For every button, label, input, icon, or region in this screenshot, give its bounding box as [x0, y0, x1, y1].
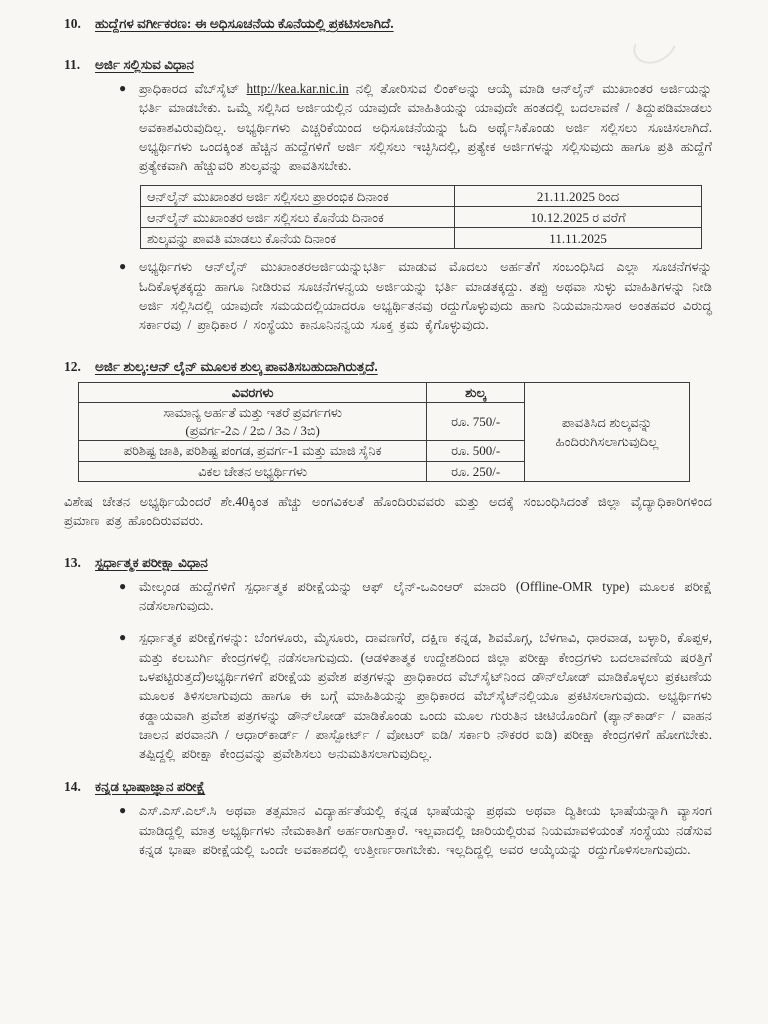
bullet-icon: ●: [119, 81, 127, 95]
bullet-item: [95, 257, 712, 334]
table-row: [141, 207, 702, 228]
date-label: ಆನ್‌ಲೈನ್ ಮುಖಾಂತರ ಅರ್ಜಿ ಸಲ್ಲಿಸಲು ಪ್ರಾರಂಭಿಕ ದಿನಾಂಕ: [141, 186, 455, 207]
website-link[interactable]: http://kea.kar.nic.in: [246, 81, 349, 96]
section-number: 10.: [64, 16, 81, 31]
section-application-fee: [64, 357, 712, 531]
section-number: 11.: [64, 57, 81, 72]
fee-amount: ರೂ. 250/-: [427, 461, 525, 482]
section-number: 13.: [64, 554, 81, 570]
category-line: ಸಾಮಾನ್ಯ ಅರ್ಹತೆ ಮತ್ತು ಇತರೆ ಪ್ರವರ್ಗಗಳು: [163, 405, 342, 421]
note-line: ಪಾವತಿಸಿದ ಶುಲ್ಕವನ್ನು: [561, 414, 653, 430]
fees-table: [78, 382, 690, 483]
date-label: ಶುಲ್ಕವನ್ನು ಪಾವತಿ ಮಾಡಲು ಕೊನೆಯ ದಿನಾಂಕ: [141, 228, 455, 249]
bullet-item: [95, 79, 712, 175]
bullet-icon: ●: [119, 259, 127, 274]
paragraph-instructions-warning: ಅಭ್ಯರ್ಥಿಗಳು ಆನ್‌ಲೈನ್ ಮುಖಾಂತರಅರ್ಜಿಯನ್ನುಭರ್ತಿ ಮಾಡುವ ಮೊದಲು ಅರ್ಹತೆಗೆ ಸಂಬಂಧಿಸಿದ ಎಲ್ಲಾ ಸೂಚನೆಗಳನ್ನು ಓದಿಕೊಳ್ಳತಕ್ಕದ್ದು ಹಾಗೂ ನೀಡಿರುವ ಸೂಚನೆಗಳನ್ವಯ ಅರ್ಜಿಯನ್ನು ಭರ್ತಿ ಮಾಡತಕ್ಕದ್ದು. ತಪ್ಪು ಅಥವಾ ಸುಳ್ಳು ಮಾಹಿತಿಗಳನ್ನು ನೀಡಿ ಅರ್ಜಿ ಸಲ್ಲಿಸಿದಲ್ಲಿ ಯಾವುದೇ ಸಮಯದಲ್ಲಿಯಾದರೂ ಅಭ್ಯರ್ಥಿತನವು ರದ್ದುಗೊಳ್ಳುವುದು ಹಾಗು ನಿಯಮಾನುಸಾರ ಅಂತಹವರ ವಿರುದ್ಧ ಸರ್ಕಾರವು / ಪ್ರಾಧಿಕಾರ / ಸಂಸ್ಥೆಯು ಕಾನೂನಿನನ್ವಯ ಸೂಕ್ತ ಕ್ರಮ ಕೈಗೊಳ್ಳುವುದು.: [139, 259, 712, 333]
section-heading: ಕನ್ನಡ ಭಾಷಾಜ್ಞಾನ ಪರೀಕ್ಷೆ: [95, 779, 206, 795]
bullet-item: [95, 801, 712, 859]
bullet-item: [95, 628, 712, 763]
section-heading: ಹುದ್ದೆಗಳ ವರ್ಗೀಕರಣ: ಈ ಅಧಿಸೂಚನೆಯ ಕೊನೆಯಲ್ಲಿ ಪ್ರಕಟಿಸಲಾಗಿದೆ.: [95, 16, 394, 31]
paragraph-offline-omr: ಮೇಲ್ಕಂಡ ಹುದ್ದೆಗಳಿಗೆ ಸ್ಪರ್ಧಾತ್ಮಕ ಪರೀಕ್ಷೆಯನ್ನು ಆಫ್ ಲೈನ್-ಒಎಂಆರ್ ಮಾದರಿ (Offline-OMR type) ಮೂಲಕ ಪರೀಕ್ಷೆ ನಡೆಸಲಾಗುವುದು.: [139, 578, 712, 614]
date-label: ಆನ್‌ಲೈನ್ ಮುಖಾಂತರ ಅರ್ಜಿ ಸಲ್ಲಿಸಲು ಕೊನೆಯ ದಿನಾಂಕ: [141, 207, 455, 228]
paragraph-kannada-eligibility: ಎಸ್.ಎಸ್.ಎಲ್.ಸಿ ಅಥವಾ ತತ್ಸಮಾನ ವಿದ್ಯಾರ್ಹತೆಯಲ್ಲಿ ಕನ್ನಡ ಭಾಷೆಯನ್ನು ಪ್ರಥಮ ಅಥವಾ ದ್ವಿತೀಯ ಭಾಷೆಯನ್ನಾಗಿ ವ್ಯಾಸಂಗ ಮಾಡಿದ್ದಲ್ಲಿ ಮಾತ್ರ ಅಭ್ಯರ್ಥಿಗಳು ನೇಮಕಾತಿಗೆ ಅರ್ಹರಾಗುತ್ತಾರೆ. ಇಲ್ಲವಾದಲ್ಲಿ ಜಾರಿಯಲ್ಲಿರುವ ನಿಯಮಾವಳಿಯಂತೆ ಸಂಸ್ಥೆಯು ನಡೆಸುವ ಕನ್ನಡ ಭಾಷಾ ಪರೀಕ್ಷೆಯಲ್ಲಿ ಒಂದೇ ಅವಕಾಶದಲ್ಲಿ ಉತ್ತೀರ್ಣರಾಗಬೇಕು. ಇಲ್ಲದಿದ್ದಲ್ಲಿ ಅವರ ಆಯ್ಕೆಯನ್ನು ರದ್ದುಗೊಳಿಸಲಾಗುವುದು.: [139, 803, 712, 858]
note-line: ಹಿಂದಿರುಗಿಸಲಾಗುವುದಿಲ್ಲ: [555, 433, 659, 449]
paragraph-exam-centres: ಸ್ಪರ್ಧಾತ್ಮಕ ಪರೀಕ್ಷೆಗಳನ್ನು: ಬೆಂಗಳೂರು, ಮೈಸೂರು, ದಾವಣಗೆರೆ, ದಕ್ಷಿಣ ಕನ್ನಡ, ಶಿವಮೊಗ್ಗ, ಬೆಳಗಾವಿ, ಧಾರವಾಡ, ಬಳ್ಳಾರಿ, ಕೊಪ್ಪಳ, ಮತ್ತು ಕಲಬುರ್ಗಿ ಕೇಂದ್ರಗಳಲ್ಲಿ ನಡೆಸಲಾಗುವುದು. (ಆಡಳಿತಾತ್ಮಕ ಉದ್ದೇಶದಿಂದ ಜಿಲ್ಲಾ ಪರೀಕ್ಷಾ ಕೇಂದ್ರಗಳು ಬದಲಾವಣೆಯ ಷರತ್ತಿಗೆ ಒಳಪಟ್ಟಿರುತ್ತದೆ)ಅಭ್ಯರ್ಥಿಗಳಿಗೆ ಪರೀಕ್ಷೆಯ ಪ್ರವೇಶ ಪತ್ರಗಳನ್ನು ಪ್ರಾಧಿಕಾರದ ವೆಬ್‌ಸೈಟ್‌ನಿಂದ ಡೌನ್‌ಲೋಡ್ ಮಾಡಿಕೊಳ್ಳಲು ಪ್ರಕಟಣೆಯ ಮೂಲಕ ತಿಳಿಸಲಾಗುವುದು ಹಾಗೂ ಈ ಬಗ್ಗೆ ಮಾಹಿತಿಯನ್ನು ಪ್ರಾಧಿಕಾರದ ವೆಬ್‌ಸೈಟ್‌ನಲ್ಲಿಯೂ ಪ್ರಕಟಿಸಲಾಗುವುದು. ಅಭ್ಯರ್ಥಿಗಳು ಕಡ್ಡಾಯವಾಗಿ ಪ್ರವೇಶ ಪತ್ರಗಳನ್ನು ಡೌನ್‌ಲೋಡ್ ಮಾಡಿಕೊಂಡು ಒಂದು ಮೂಲ ಗುರುತಿನ ಚೀಟಿಯೊಂದಿಗೆ (ಪ್ಯಾನ್‌ಕಾರ್ಡ್ / ವಾಹನ ಚಾಲನ ಪರವಾನಗಿ / ಆಧಾರ್‌ಕಾರ್ಡ್ / ಪಾಸ್ಪೋರ್ಟ್ / ವೋಟರ್ ಐಡಿ/ ಸರ್ಕಾರಿ ನೌಕರರ ಐಡಿ) ಪರೀಕ್ಷಾ ಕೇಂದ್ರಗಳಿಗೆ ಹೋಗಬೇಕು. ತಪ್ಪಿದ್ದಲ್ಲಿ ಪರೀಕ್ಷಾ ಕೇಂದ್ರವನ್ನು ಪ್ರವೇಶಿಸಲು ಅನುಮತಿಸಲಾಗುವುದಿಲ್ಲ.: [139, 630, 712, 762]
date-value: 21.11.2025 ರಿಂದ: [455, 186, 702, 207]
section-application-procedure: [64, 55, 712, 335]
bullet-icon: ●: [119, 803, 127, 818]
fee-amount: ರೂ. 500/-: [427, 441, 525, 462]
bullet-item: [95, 577, 712, 616]
bullet-icon: ●: [119, 630, 127, 645]
column-header-fee: ಶುಲ್ಕ: [427, 382, 525, 403]
section-number: 12.: [64, 358, 81, 374]
bullet-icon: ●: [119, 578, 127, 593]
section-competitive-exam-method: [64, 553, 712, 764]
fee-category: [79, 403, 427, 441]
date-value: 10.12.2025 ರ ವರೆಗೆ: [455, 207, 702, 228]
table-row: [141, 186, 702, 207]
date-value: 11.11.2025: [455, 228, 702, 249]
section-heading: ಸ್ಪರ್ಧಾತ್ಮಕ ಪರೀಕ್ಷಾ ವಿಧಾನ: [95, 554, 208, 570]
application-dates-table: [140, 185, 702, 249]
column-header-details: ವಿವರಗಳು: [79, 382, 427, 403]
section-heading: ಅರ್ಜಿ ಸಲ್ಲಿಸುವ ವಿಧಾನ: [95, 57, 194, 72]
table-row: [141, 228, 702, 249]
fee-non-refundable-note: [525, 382, 690, 482]
section-kannada-language-test: [64, 777, 712, 859]
paragraph-disability-definition: ವಿಶೇಷ ಚೇತನ ಅಭ್ಯರ್ಥಿಯೆಂದರೆ ಶೇ.40ಕ್ಕಿಂತ ಹೆಚ್ಚು ಅಂಗವಿಕಲತೆ ಹೊಂದಿರುವವರು ಮತ್ತು ಅದಕ್ಕೆ ಸಂಬಂಧಿಸಿದಂತೆ ಜಿಲ್ಲಾ ವೈದ್ಯಾಧಿಕಾರಿಗಳಿಂದ ಪ್ರಮಾಣ ಪತ್ರ ಹೊಂದಿರುವವರು.: [64, 494, 712, 529]
category-line: (ಪ್ರವರ್ಗ-2ಎ / 2ಬಿ / 3ಎ / 3ಬಿ): [185, 422, 320, 438]
fee-amount: ರೂ. 750/-: [427, 403, 525, 441]
fee-category: ವಿಕಲ ಚೇತನ ಅಭ್ಯರ್ಥಿಗಳು: [79, 461, 427, 482]
table-header-row: [79, 382, 690, 403]
section-number: 14.: [64, 779, 81, 795]
paragraph-online-application: [139, 79, 712, 175]
section-heading: ಅರ್ಜಿ ಶುಲ್ಕ:ಆನ್ ಲೈನ್ ಮೂಲಕ ಶುಲ್ಕ ಪಾವತಿಸಬಹುದಾಗಿರುತ್ತದೆ.: [95, 358, 378, 374]
section-posts-classification: [64, 14, 712, 33]
fee-category: ಪರಿಶಿಷ್ಟ ಜಾತಿ, ಪರಿಶಿಷ್ಟ ಪಂಗಡ, ಪ್ರವರ್ಗ-1 ಮತ್ತು ಮಾಜಿ ಸೈನಿಕ: [79, 441, 427, 462]
paragraph-text: ಪ್ರಾಧಿಕಾರದ ವೆಬ್‌ಸೈಟ್: [139, 81, 240, 96]
paragraph-text: ನಲ್ಲಿ ತೋರಿಸುವ ಲಿಂಕ್‌ಅನ್ನು ಆಯ್ಕೆ ಮಾಡಿ ಆನ್‌ಲೈನ್ ಮುಖಾಂತರ ಅರ್ಜಿಯನ್ನು ಭರ್ತಿ ಮಾಡಬೇಕು. ಒಮ್ಮೆ ಸಲ್ಲಿಸಿದ ಅರ್ಜಿಯಲ್ಲಿನ ಯಾವುದೇ ಮಾಹಿತಿಯನ್ನು ಯಾವುದೇ ಹಂತದಲ್ಲಿ ಬದಲಾವಣೆ / ತಿದ್ದುಪಡಿಮಾಡಲು ಅವಕಾಶವಿರುವುದಿಲ್ಲ. ಅಭ್ಯರ್ಥಿಗಳು ಎಚ್ಚರಿಕೆಯಿಂದ ಅಧಿಸೂಚನೆಯನ್ನು ಓದಿ ಅರ್ಥೈಸಿಕೊಂಡು ಅರ್ಜಿ ಸಲ್ಲಿಸಲು ಸೂಚಿಸಲಾಗಿದೆ. ಅಭ್ಯರ್ಥಿಗಳು ಒಂದಕ್ಕಿಂತ ಹೆಚ್ಚಿನ ಹುದ್ದೆಗಳಿಗೆ ಅರ್ಜಿ ಸಲ್ಲಿಸಲು ಇಚ್ಛಿಸಿದಲ್ಲಿ, ಪ್ರತ್ಯೇಕ ಅರ್ಜಿಗಳನ್ನು ಸಲ್ಲಿಸುವುದು ಹಾಗೂ ಪ್ರತಿ ಹುದ್ದೆಗೆ ಪ್ರತ್ಯೇಕವಾಗಿ ಹೆಚ್ಚುವರಿ ಶುಲ್ಕವನ್ನು ಪಾವತಿಸಬೇಕು.: [139, 81, 713, 174]
